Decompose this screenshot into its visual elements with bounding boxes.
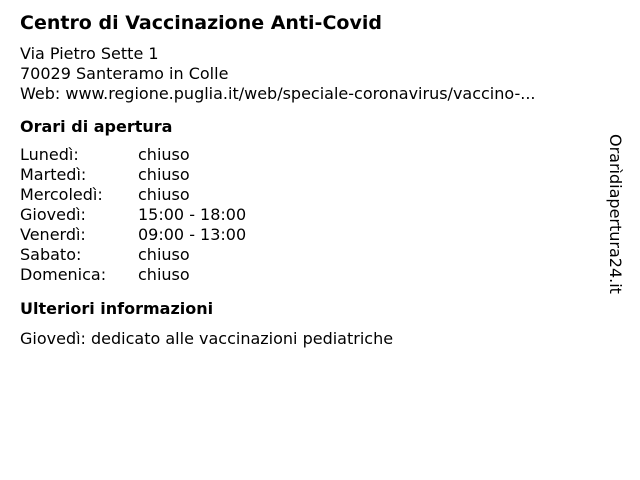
hours-row-thursday bbox=[20, 205, 600, 225]
time-value: chiuso bbox=[138, 245, 190, 264]
additional-info-heading: Ulteriori informazioni bbox=[20, 299, 214, 318]
hours-row-wednesday bbox=[20, 185, 600, 205]
street-address: Via Pietro Sette 1 bbox=[20, 44, 159, 63]
page-title: Centro di Vaccinazione Anti-Covid bbox=[20, 12, 382, 34]
time-value: chiuso bbox=[138, 185, 190, 204]
day-label: Venerdì: bbox=[20, 225, 86, 244]
day-label: Mercoledì: bbox=[20, 185, 103, 204]
opening-hours-heading: Orari di apertura bbox=[20, 117, 173, 136]
day-label: Giovedì: bbox=[20, 205, 86, 224]
day-label: Domenica: bbox=[20, 265, 107, 284]
website-link[interactable]: Web: www.regione.puglia.it/web/speciale-coronavirus/vaccino-... bbox=[20, 84, 536, 103]
time-value: chiuso bbox=[138, 145, 190, 164]
day-label: Lunedì: bbox=[20, 145, 79, 164]
time-value: 09:00 - 13:00 bbox=[138, 225, 247, 244]
day-label: Sabato: bbox=[20, 245, 82, 264]
hours-row-monday bbox=[20, 145, 600, 165]
site-watermark: Orarìdiapertura24.it bbox=[606, 134, 625, 294]
hours-row-sunday bbox=[20, 265, 600, 285]
time-value: chiuso bbox=[138, 165, 190, 184]
hours-row-saturday bbox=[20, 245, 600, 265]
hours-row-friday bbox=[20, 225, 600, 245]
additional-info-text: Giovedì: dedicato alle vaccinazioni pediatriche bbox=[20, 329, 394, 348]
city-address: 70029 Santeramo in Colle bbox=[20, 64, 229, 83]
hours-row-tuesday bbox=[20, 165, 600, 185]
time-value: 15:00 - 18:00 bbox=[138, 205, 247, 224]
business-card bbox=[20, 10, 600, 349]
day-label: Martedì: bbox=[20, 165, 87, 184]
address-block bbox=[20, 44, 600, 104]
opening-hours-table bbox=[20, 145, 600, 285]
time-value: chiuso bbox=[138, 265, 190, 284]
